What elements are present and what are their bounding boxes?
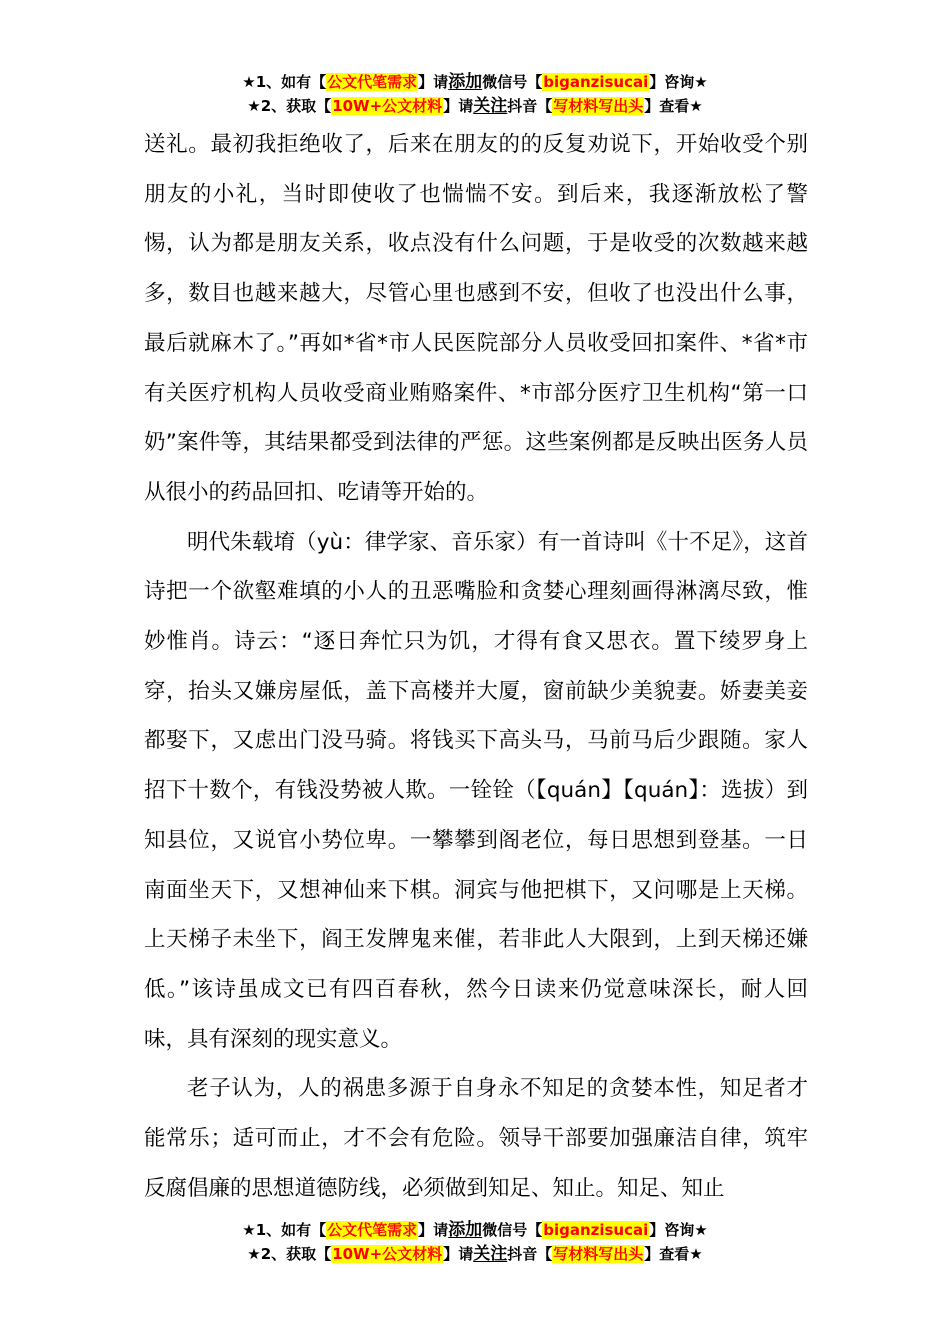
banner-2-suffix: 】查看★ xyxy=(644,97,703,115)
banner-2-emphasis: 关注 xyxy=(473,96,508,116)
footer-2-highlight-douyin: 写材料写出头 xyxy=(553,1245,644,1263)
banner-line-2 xyxy=(0,94,950,118)
banner-1-mid: 】请 xyxy=(418,73,449,91)
banner-1-highlight-wechat: biganzisucai xyxy=(543,73,649,91)
banner-1-emphasis: 添加 xyxy=(448,72,483,92)
banner-1-highlight-service: 公文代笔需求 xyxy=(327,73,418,91)
banner-1-prefix: ★1、如有【 xyxy=(242,73,327,91)
banner-1-suffix: 】咨询★ xyxy=(649,73,708,91)
banner-2-prefix: ★2、获取【 xyxy=(247,97,332,115)
footer-1-suffix: 】咨询★ xyxy=(649,1221,708,1239)
footer-1-prefix: ★1、如有【 xyxy=(242,1221,327,1239)
footer-2-highlight-materials: 10W+公文材料 xyxy=(332,1245,443,1263)
footer-1-highlight-wechat: biganzisucai xyxy=(543,1221,649,1239)
banner-2-mid2: 抖音【 xyxy=(507,97,553,115)
footer-2-mid2: 抖音【 xyxy=(507,1245,553,1263)
footer-1-emphasis: 添加 xyxy=(448,1220,483,1240)
document-body xyxy=(144,120,808,1213)
footer-2-emphasis: 关注 xyxy=(473,1244,508,1264)
body-paragraph-2: 明代朱载堉（yù：律学家、音乐家）有一首诗叫《十不足》，这首诗把一个欲壑难填的小人的丑恶嘴脸和贪婪心理刻画得淋漓尽致，惟妙惟肖。诗云：“逐日奔忙只为饥，才得有食又思衣。置下绫罗身上穿，抬头又嫌房屋低，盖下高楼并大厦，窗前缺少美貌妻。娇妻美妾都娶下，又虑出门没马骑。将钱买下高头马，马前马后少跟随。家人招下十数个，有钱没势被人欺。一铨铨（【quán】【quán】：选拔）到知县位，又说官小势位卑。一攀攀到阁老位，每日思想到登基。一日南面坐天下，又想神仙来下棋。洞宾与他把棋下，又问哪是上天梯。上天梯子未坐下，阎王发牌鬼来催，若非此人大限到，上到天梯还嫌低。”该诗虽成文已有四百春秋，然今日读来仍觉意味深长，耐人回味，具有深刻的现实意义。 xyxy=(144,529,808,1052)
body-paragraph-1: 送礼。最初我拒绝收了，后来在朋友的的反复劝说下，开始收受个别朋友的小礼，当时即使收了也惴惴不安。到后来，我逐渐放松了警惕，认为都是朋友关系，收点没有什么问题，于是收受的次数越来越多，数目也越来越大，尽管心里也感到不安，但收了也没出什么事，最后就麻木了。”再如*省*市人民医院部分人员收受回扣案件、*省*市有关医疗机构人员收受商业贿赂案件、*市部分医疗卫生机构“第一口奶”案件等，其结果都受到法律的严惩。这些案例都是反映出医务人员从很小的药品回扣、吃请等开始的。 xyxy=(144,132,808,505)
banner-line-1 xyxy=(0,70,950,94)
footer-line-1 xyxy=(0,1218,950,1242)
footer-banner xyxy=(0,1218,950,1266)
footer-2-suffix: 】查看★ xyxy=(644,1245,703,1263)
footer-2-prefix: ★2、获取【 xyxy=(247,1245,332,1263)
banner-2-highlight-douyin: 写材料写出头 xyxy=(553,97,644,115)
banner-2-highlight-materials: 10W+公文材料 xyxy=(332,97,443,115)
footer-1-highlight-service: 公文代笔需求 xyxy=(327,1221,418,1239)
banner-1-mid2: 微信号【 xyxy=(482,73,543,91)
banner-2-mid: 】请 xyxy=(443,97,474,115)
footer-1-mid2: 微信号【 xyxy=(482,1221,543,1239)
header-banner xyxy=(0,70,950,118)
footer-line-2 xyxy=(0,1242,950,1266)
footer-1-mid: 】请 xyxy=(418,1221,449,1239)
body-paragraph-3: 老子认为，人的祸患多源于自身永不知足的贪婪本性，知足者才能常乐；适可而止，才不会有危险。领导干部要加强廉洁自律，筑牢反腐倡廉的思想道德防线，必须做到知足、知止。知足、知止 xyxy=(144,1076,808,1201)
footer-2-mid: 】请 xyxy=(443,1245,474,1263)
